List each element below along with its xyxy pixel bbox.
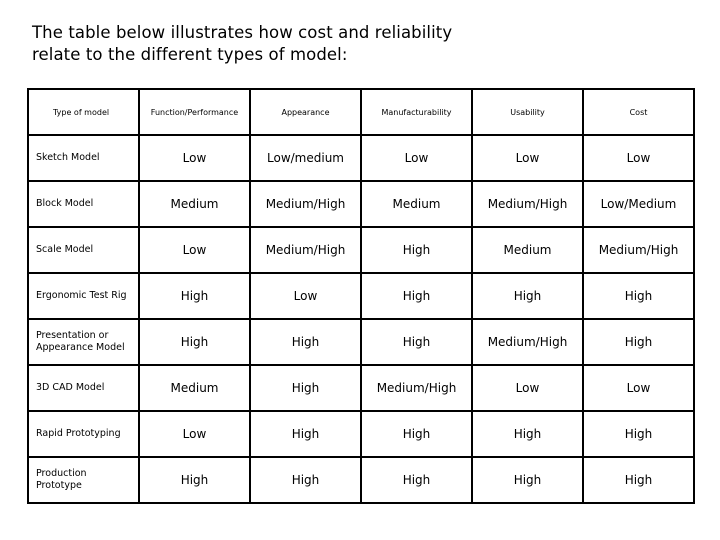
table-cell: High [139, 319, 250, 365]
row-label: Block Model [28, 181, 139, 227]
table-cell: Medium/High [472, 181, 583, 227]
table-cell: High [361, 411, 472, 457]
table-cell: Low/Medium [583, 181, 694, 227]
row-label: Ergonomic Test Rig [28, 273, 139, 319]
column-header-usability: Usability [472, 89, 583, 135]
table-cell: Low [583, 365, 694, 411]
column-header-type: Type of model [28, 89, 139, 135]
table-cell: Medium [139, 365, 250, 411]
intro-line-1: The table below illustrates how cost and reliability [32, 23, 453, 42]
column-header-function: Function/Performance [139, 89, 250, 135]
table-cell: Medium/High [472, 319, 583, 365]
table-row [28, 273, 694, 319]
table-row [28, 365, 694, 411]
table-cell: High [250, 457, 361, 503]
table-cell: Medium/High [250, 181, 361, 227]
table-cell: High [361, 273, 472, 319]
table-cell: High [583, 273, 694, 319]
table-cell: Medium/High [361, 365, 472, 411]
table-cell: Low [139, 411, 250, 457]
table-cell: Low [472, 365, 583, 411]
table-cell: High [139, 273, 250, 319]
table-cell: Low [139, 227, 250, 273]
table-row [28, 411, 694, 457]
column-header-cost: Cost [583, 89, 694, 135]
table-cell: Low [472, 135, 583, 181]
table-row [28, 135, 694, 181]
intro-text [32, 22, 552, 66]
row-label: Scale Model [28, 227, 139, 273]
table-cell: High [583, 457, 694, 503]
intro-line-2: relate to the different types of model: [32, 45, 348, 64]
table-cell: High [139, 457, 250, 503]
column-header-manufacturability: Manufacturability [361, 89, 472, 135]
table-row [28, 319, 694, 365]
table-cell: High [361, 227, 472, 273]
table-cell: High [250, 365, 361, 411]
table-header-row [28, 89, 694, 135]
table-row [28, 227, 694, 273]
table-cell: Low [583, 135, 694, 181]
table-cell: Medium [139, 181, 250, 227]
table-cell: Low/medium [250, 135, 361, 181]
row-label: Sketch Model [28, 135, 139, 181]
table-cell: High [472, 457, 583, 503]
table-cell: High [250, 319, 361, 365]
row-label: Presentation or Appearance Model [28, 319, 139, 365]
table-cell: Medium [361, 181, 472, 227]
table-cell: High [250, 411, 361, 457]
model-comparison-table [27, 88, 695, 504]
table-cell: High [472, 273, 583, 319]
row-label: 3D CAD Model [28, 365, 139, 411]
table-cell: High [361, 457, 472, 503]
row-label: Rapid Prototyping [28, 411, 139, 457]
column-header-appearance: Appearance [250, 89, 361, 135]
table-cell: High [361, 319, 472, 365]
table-cell: Low [361, 135, 472, 181]
table-cell: Medium [472, 227, 583, 273]
table-cell: Medium/High [250, 227, 361, 273]
table-cell: Medium/High [583, 227, 694, 273]
table-row [28, 181, 694, 227]
table-cell: High [583, 319, 694, 365]
table-cell: High [583, 411, 694, 457]
table-cell: High [472, 411, 583, 457]
table-row [28, 457, 694, 503]
table-cell: Low [139, 135, 250, 181]
table-cell: Low [250, 273, 361, 319]
row-label: Production Prototype [28, 457, 139, 503]
